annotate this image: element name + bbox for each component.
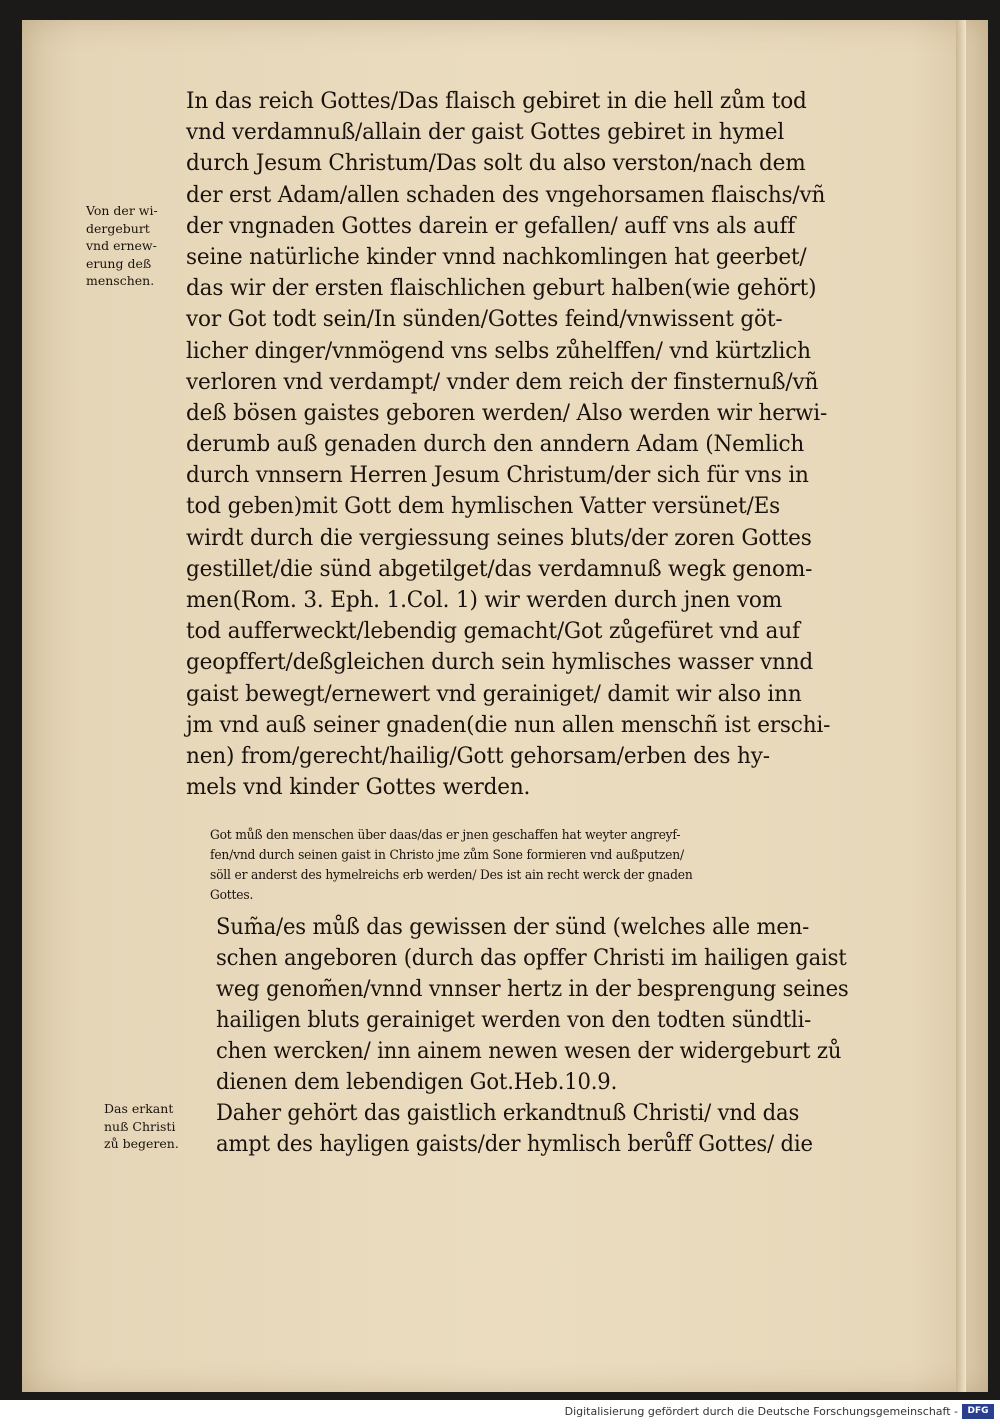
text-line: der erst Adam/allen schaden des vngehorsamen flaischs/vñ bbox=[186, 181, 826, 208]
text-line: licher dinger/vnmögend vns selbs zůhelffen/ vnd kürtzlich bbox=[186, 337, 811, 364]
marginal-line: zů begeren. bbox=[104, 1136, 179, 1151]
text-line: derumb auß genaden durch den anndern Adam (Nemlich bbox=[186, 431, 805, 458]
footer-credit: Digitalisierung gefördert durch die Deutsche Forschungsgemeinschaft - bbox=[564, 1405, 958, 1418]
text-line: das wir der ersten flaischlichen geburt halben(wie gehört) bbox=[186, 275, 817, 302]
marginal-line: dergeburt bbox=[86, 220, 150, 236]
text-line: wirdt durch die vergiessung seines bluts/der zoren Gottes bbox=[186, 524, 812, 551]
text-line: mels vnd kinder Gottes werden. bbox=[186, 774, 531, 801]
text-line: der vngnaden Gottes darein er gefallen/ auff vns als auff bbox=[186, 212, 796, 239]
marginal-line: Das erkant bbox=[104, 1101, 174, 1116]
text-line: durch Jesum Christum/Das solt du also verston/nach dem bbox=[186, 150, 806, 177]
text-line: In das reich Gottes/Das flaisch gebiret in die hell zům tod bbox=[186, 88, 807, 114]
note-line: Got můß den menschen über daas/das er jnen geschaffen hat weyter angreyf- bbox=[210, 828, 681, 843]
text-line: seine natürliche kinder vnnd nachkomlingen hat geerbet/ bbox=[186, 243, 807, 270]
summa-paragraph bbox=[216, 912, 936, 1160]
note-line: söll er anderst des hymelreichs erb werden/ Des ist ain recht werck der gnaden bbox=[210, 868, 693, 883]
text-line: gaist bewegt/ernewert vnd gerainiget/ damit wir also inn bbox=[186, 680, 802, 707]
text-line: weg genom̃en/vnnd vnnser hertz in der besprengung seines bbox=[216, 976, 849, 1002]
text-line: nen) from/gerecht/hailig/Gott gehorsam/erben des hy- bbox=[186, 742, 770, 769]
text-line: Daher gehört das gaistlich erkandtnuß Christi/ vnd das bbox=[216, 1100, 800, 1126]
note-line: fen/vnd durch seinen gaist in Christo jme zům Sone formieren vnd außputzen/ bbox=[210, 848, 684, 863]
text-line: tod aufferweckt/lebendig gemacht/Got zůgefüret vnd auf bbox=[186, 618, 800, 645]
note-line: Gottes. bbox=[210, 888, 254, 903]
text-line: dienen dem lebendigen Got.Heb.10.9. bbox=[216, 1069, 618, 1095]
text-line: men(Rom. 3. Eph. 1.Col. 1) wir werden durch jnen vom bbox=[186, 587, 783, 613]
text-line: jm vnd auß seiner gnaden(die nun allen menschñ ist erschi- bbox=[186, 711, 831, 738]
main-text-block bbox=[186, 86, 936, 803]
text-line: durch vnnsern Herren Jesum Christum/der sich für vns in bbox=[186, 462, 809, 489]
marginal-line: erung deß bbox=[86, 255, 152, 271]
text-line: vnd verdamnuß/allain der gaist Gottes gebiret in hymel bbox=[186, 119, 785, 146]
dfg-logo: DFG bbox=[962, 1404, 994, 1419]
inline-note bbox=[210, 826, 930, 906]
text-line: vor Got todt sein/In sünden/Gottes feind/vnwissent göt- bbox=[186, 306, 783, 333]
page-edge bbox=[956, 20, 966, 1392]
marginal-line: menschen. bbox=[86, 273, 155, 288]
text-line: tod geben)mit Gott dem hymlischen Vatter versünet/Es bbox=[186, 493, 781, 520]
marginal-note-rebirth bbox=[86, 202, 158, 290]
text-line: geopffert/deßgleichen durch sein hymlisches wasser vnnd bbox=[186, 649, 814, 676]
footer-bar bbox=[0, 1400, 1000, 1424]
text-line: Sum̃a/es můß das gewissen der sünd (welches alle men- bbox=[216, 914, 810, 940]
text-line: hailigen bluts gerainiget werden von den todten sündtli- bbox=[216, 1007, 812, 1033]
text-line: schen angeboren (durch das opffer Christi im hailigen gaist bbox=[216, 945, 847, 971]
marginal-line: vnd ernew- bbox=[86, 238, 157, 253]
text-line: ampt des hayligen gaists/der hymlisch berůff Gottes/ die bbox=[216, 1131, 813, 1157]
text-line: gestillet/die sünd abgetilget/das verdamnuß wegk genom- bbox=[186, 555, 813, 582]
marginal-line: nuß Christi bbox=[104, 1118, 176, 1134]
text-line: verloren vnd verdampt/ vnder dem reich der finsternuß/vñ bbox=[186, 368, 819, 395]
text-line: deß bösen gaistes geboren werden/ Also werden wir herwi- bbox=[186, 399, 828, 426]
marginal-note-knowledge bbox=[104, 1100, 179, 1153]
text-line: chen wercken/ inn ainem newen wesen der widergeburt zů bbox=[216, 1038, 842, 1064]
marginal-line: Von der wi- bbox=[86, 203, 158, 218]
